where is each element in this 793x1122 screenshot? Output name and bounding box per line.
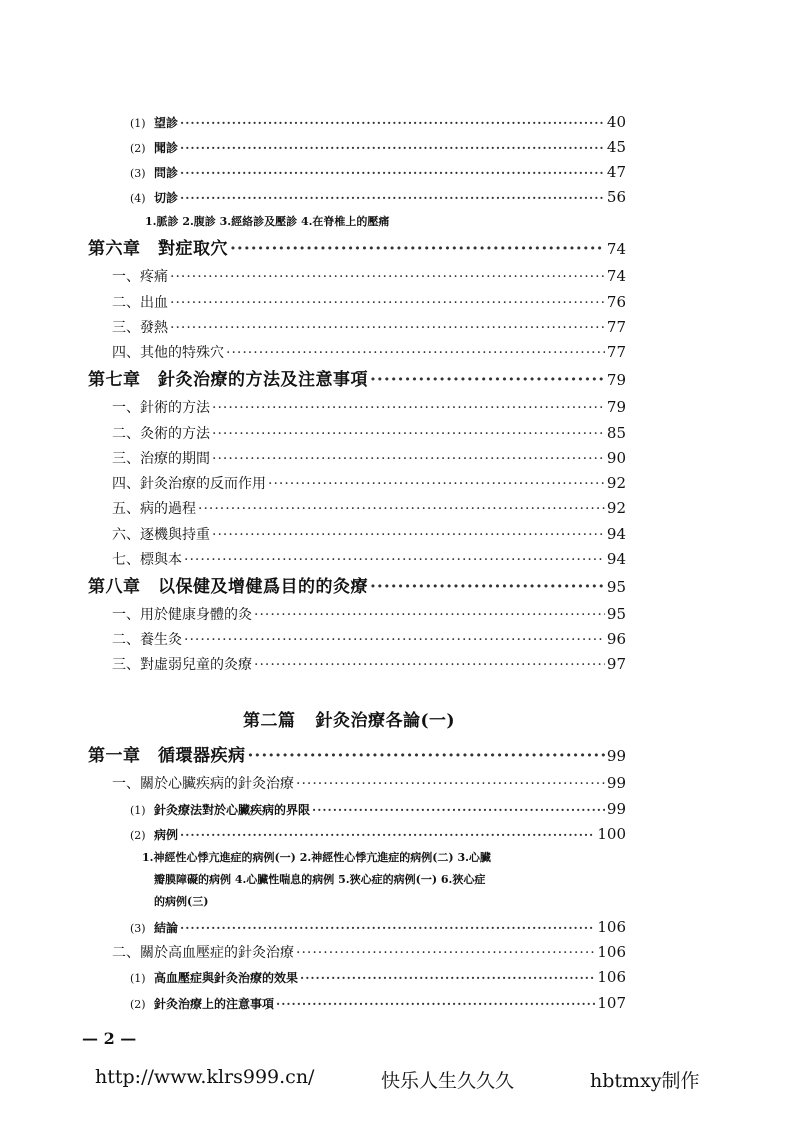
footer-slogan: 快乐人生久久久 [381, 1070, 515, 1092]
entry-title: 結論 [154, 921, 179, 935]
section-title: 二、關於高血壓症的針灸治療 [112, 945, 294, 961]
page-ref: 74 [606, 240, 626, 258]
page-ref: 90 [606, 449, 626, 467]
dot-leader [180, 142, 605, 154]
case-note-line: 的病例(三) [154, 895, 209, 908]
footer-url[interactable]: http://www.klrs999.cn/ [95, 1066, 315, 1088]
chapter-title: 第七章 針灸治療的方法及注意事項 [88, 370, 368, 390]
toc-section [112, 345, 626, 360]
entry-number: (1) [130, 972, 146, 985]
toc-sub-entry [130, 996, 626, 1011]
entry-title: 針灸治療上的注意事項 [154, 997, 275, 1011]
dot-leader [170, 296, 605, 310]
section-title: 六、逐機與持重 [112, 527, 210, 543]
case-note-line: 瓣膜障礙的病例 4.心臟性喘息的病例 5.狹心症的病例(一) 6.狹心症 [154, 873, 486, 886]
dot-leader [276, 998, 595, 1010]
entry-title: 問診 [154, 166, 179, 180]
section-title: 四、針灸治療的反而作用 [112, 476, 266, 492]
dot-leader [180, 922, 595, 934]
page-ref: 94 [606, 525, 626, 543]
dot-leader [370, 372, 605, 389]
dot-leader [184, 553, 605, 567]
toc-chapter-6 [88, 241, 626, 258]
dot-leader [180, 117, 605, 129]
page-ref: 107 [597, 994, 626, 1012]
diagnosis-note: 1.脈診 2.腹診 3.經絡診及壓診 4.在脊椎上的壓痛 [145, 215, 390, 228]
page-ref: 47 [606, 163, 626, 181]
dot-leader [180, 829, 595, 841]
toc-section [112, 632, 626, 647]
entry-number: (4) [130, 192, 146, 205]
section-title: 三、治療的期間 [112, 451, 210, 467]
page-number: — 2 — [82, 1029, 137, 1048]
dot-leader [370, 579, 605, 596]
page-ref: 99 [606, 747, 626, 765]
page-ref: 40 [606, 113, 626, 131]
dot-leader [212, 528, 605, 542]
section-title: 七、標與本 [112, 552, 182, 568]
dot-leader [170, 321, 605, 335]
toc-sub-entry [130, 165, 626, 180]
toc-chapter-8 [88, 579, 626, 596]
page-ref: 97 [606, 655, 626, 673]
dot-leader [180, 192, 605, 204]
toc-section [112, 451, 626, 466]
toc-sub-entry [130, 827, 626, 842]
case-note-line: 1.神經性心悸亢進症的病例(一) 2.神經性心悸亢進症的病例(二) 3.心臟 [142, 851, 491, 864]
dot-leader [248, 748, 605, 765]
toc-section [112, 320, 626, 335]
toc-section [112, 776, 626, 791]
page-ref: 76 [606, 293, 626, 311]
page-ref: 99 [606, 800, 626, 818]
entry-title: 病例 [154, 828, 179, 842]
page-ref: 96 [606, 630, 626, 648]
entry-number: (2) [130, 998, 146, 1011]
entry-number: (3) [130, 922, 146, 935]
page-ref: 79 [606, 371, 626, 389]
page-ref: 106 [597, 918, 626, 936]
toc-sub-entry [130, 802, 626, 817]
section-title: 一、疼痛 [112, 269, 168, 285]
entry-number: (3) [130, 167, 146, 180]
page-ref: 77 [606, 318, 626, 336]
page-ref: 92 [606, 474, 626, 492]
page-ref: 94 [606, 550, 626, 568]
part-title: 針灸治療各論(一) [315, 711, 456, 731]
page-ref: 92 [606, 499, 626, 517]
toc-section [112, 426, 626, 441]
dot-leader [212, 401, 605, 415]
entry-title: 高血壓症與針灸治療的效果 [154, 971, 299, 985]
section-title: 一、針術的方法 [112, 400, 210, 416]
dot-leader [198, 502, 605, 516]
toc-section [112, 527, 626, 542]
dot-leader [254, 658, 605, 672]
dot-leader [226, 346, 605, 360]
toc-section [112, 945, 626, 960]
dot-leader [212, 427, 605, 441]
page-ref: 45 [606, 138, 626, 156]
page-ref: 56 [606, 188, 626, 206]
dot-leader [254, 608, 605, 622]
section-title: 三、發熱 [112, 320, 168, 336]
toc-chapter-7 [88, 372, 626, 389]
dot-leader [180, 167, 605, 179]
page-ref: 100 [597, 825, 626, 843]
toc-section [112, 501, 626, 516]
dot-leader [230, 241, 605, 258]
toc-sub-entry [130, 970, 626, 985]
chapter-title: 第八章 以保健及增健爲目的的灸療 [88, 577, 368, 597]
toc-section [112, 607, 626, 622]
section-title: 二、養生灸 [112, 632, 182, 648]
section-title: 一、關於心臟疾病的針灸治療 [112, 776, 294, 792]
dot-leader [296, 946, 595, 960]
toc-section [112, 552, 626, 567]
page-ref: 77 [606, 343, 626, 361]
entry-title: 望診 [154, 116, 179, 130]
entry-number: (1) [130, 804, 146, 817]
page-ref: 106 [597, 968, 626, 986]
entry-number: (2) [130, 829, 146, 842]
dot-leader [296, 777, 605, 791]
section-title: 三、對虛弱兒童的灸療 [112, 657, 252, 673]
toc-section [112, 295, 626, 310]
entry-title: 切診 [154, 191, 179, 205]
page-ref: 79 [606, 398, 626, 416]
part-heading [243, 706, 455, 731]
toc-section [112, 269, 626, 284]
page-ref: 74 [606, 267, 626, 285]
entry-title: 針灸療法對於心臟疾病的界限 [154, 803, 311, 817]
toc-section [112, 476, 626, 491]
toc-sub-entry [130, 190, 626, 205]
section-title: 二、灸術的方法 [112, 426, 210, 442]
chapter-title: 第六章 對症取穴 [88, 239, 228, 259]
entry-number: (2) [130, 142, 146, 155]
toc-sub-entry [130, 115, 626, 130]
page-ref: 99 [606, 774, 626, 792]
section-title: 一、用於健康身體的灸 [112, 607, 252, 623]
dot-leader [300, 972, 595, 984]
chapter-title: 第一章 循環器疾病 [88, 746, 246, 766]
dot-leader [212, 452, 605, 466]
entry-title: 聞診 [154, 141, 179, 155]
dot-leader [170, 270, 605, 284]
page-ref: 95 [606, 578, 626, 596]
page-ref: 106 [597, 943, 626, 961]
page-ref: 95 [606, 605, 626, 623]
toc-section [112, 400, 626, 415]
toc-sub-entry [130, 920, 626, 935]
entry-number: (1) [130, 117, 146, 130]
part-label: 第二篇 [243, 711, 296, 731]
toc-sub-entry [130, 140, 626, 155]
toc-part2-chapter-1 [88, 748, 626, 765]
toc-section [112, 657, 626, 672]
dot-leader [268, 477, 605, 491]
section-title: 五、病的過程 [112, 501, 196, 517]
dot-leader [312, 804, 605, 816]
section-title: 二、出血 [112, 295, 168, 311]
section-title: 四、其他的特殊穴 [112, 345, 224, 361]
dot-leader [184, 633, 605, 647]
footer-credit: hbtmxy制作 [590, 1070, 700, 1092]
page-ref: 85 [606, 424, 626, 442]
